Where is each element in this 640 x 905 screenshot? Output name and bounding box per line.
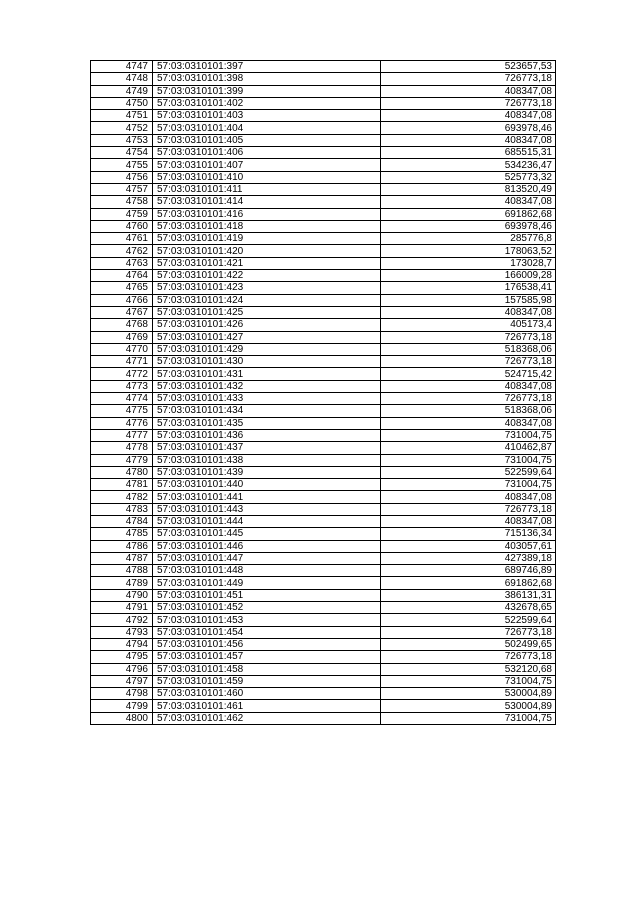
cadastral-number-cell: 57:03:0310101:425: [153, 306, 381, 318]
cadastral-number-cell: 57:03:0310101:397: [153, 61, 381, 73]
table-row: [91, 442, 556, 454]
table-row: [91, 147, 556, 159]
row-number-cell: 4770: [91, 343, 153, 355]
cadastral-value-cell: 518368,06: [381, 405, 556, 417]
cadastral-value-cell: 532120,68: [381, 663, 556, 675]
row-number-cell: 4800: [91, 712, 153, 724]
cadastral-value-cell: 405173,4: [381, 319, 556, 331]
cadastral-value-cell: 530004,89: [381, 688, 556, 700]
table-row: [91, 331, 556, 343]
row-number-cell: 4787: [91, 552, 153, 564]
row-number-cell: 4773: [91, 380, 153, 392]
cadastral-value-cell: 403057,61: [381, 540, 556, 552]
cadastral-number-cell: 57:03:0310101:448: [153, 565, 381, 577]
cadastral-number-cell: 57:03:0310101:438: [153, 454, 381, 466]
row-number-cell: 4789: [91, 577, 153, 589]
cadastral-value-cell: 731004,75: [381, 429, 556, 441]
cadastral-number-cell: 57:03:0310101:432: [153, 380, 381, 392]
row-number-cell: 4753: [91, 134, 153, 146]
cadastral-value-cell: 176538,41: [381, 282, 556, 294]
row-number-cell: 4756: [91, 171, 153, 183]
row-number-cell: 4776: [91, 417, 153, 429]
cadastral-number-cell: 57:03:0310101:430: [153, 356, 381, 368]
table-row: [91, 614, 556, 626]
cadastral-number-cell: 57:03:0310101:403: [153, 110, 381, 122]
table-row: [91, 270, 556, 282]
cadastral-number-cell: 57:03:0310101:411: [153, 183, 381, 195]
table-row: [91, 589, 556, 601]
cadastral-number-cell: 57:03:0310101:422: [153, 270, 381, 282]
table-row: [91, 491, 556, 503]
cadastral-number-cell: 57:03:0310101:454: [153, 626, 381, 638]
row-number-cell: 4754: [91, 147, 153, 159]
row-number-cell: 4768: [91, 319, 153, 331]
cadastral-value-cell: 726773,18: [381, 626, 556, 638]
table-row: [91, 577, 556, 589]
table-row: [91, 220, 556, 232]
cadastral-value-cell: 726773,18: [381, 503, 556, 515]
row-number-cell: 4763: [91, 257, 153, 269]
cadastral-number-cell: 57:03:0310101:416: [153, 208, 381, 220]
row-number-cell: 4751: [91, 110, 153, 122]
table-row: [91, 97, 556, 109]
cadastral-number-cell: 57:03:0310101:459: [153, 675, 381, 687]
table-row: [91, 712, 556, 724]
cadastral-value-cell: 408347,08: [381, 134, 556, 146]
cadastral-number-cell: 57:03:0310101:398: [153, 73, 381, 85]
cadastral-value-cell: 726773,18: [381, 356, 556, 368]
table-row: [91, 183, 556, 195]
row-number-cell: 4769: [91, 331, 153, 343]
cadastral-value-cell: 523657,53: [381, 61, 556, 73]
cadastral-value-cell: 408347,08: [381, 380, 556, 392]
cadastral-value-cell: 408347,08: [381, 85, 556, 97]
cadastral-value-cell: 726773,18: [381, 393, 556, 405]
table-row: [91, 503, 556, 515]
table-row: [91, 638, 556, 650]
cadastral-number-cell: 57:03:0310101:437: [153, 442, 381, 454]
row-number-cell: 4767: [91, 306, 153, 318]
row-number-cell: 4780: [91, 466, 153, 478]
cadastral-value-cell: 693978,46: [381, 220, 556, 232]
cadastral-value-cell: 693978,46: [381, 122, 556, 134]
cadastral-value-cell: 726773,18: [381, 331, 556, 343]
row-number-cell: 4779: [91, 454, 153, 466]
row-number-cell: 4750: [91, 97, 153, 109]
row-number-cell: 4772: [91, 368, 153, 380]
row-number-cell: 4757: [91, 183, 153, 195]
table-row: [91, 663, 556, 675]
cadastral-number-cell: 57:03:0310101:419: [153, 233, 381, 245]
cadastral-number-cell: 57:03:0310101:440: [153, 479, 381, 491]
cadastral-number-cell: 57:03:0310101:452: [153, 602, 381, 614]
cadastral-value-cell: 691862,68: [381, 577, 556, 589]
cadastral-number-cell: 57:03:0310101:399: [153, 85, 381, 97]
cadastral-number-cell: 57:03:0310101:444: [153, 515, 381, 527]
table-row: [91, 626, 556, 638]
cadastral-value-cell: 731004,75: [381, 712, 556, 724]
cadastral-number-cell: 57:03:0310101:449: [153, 577, 381, 589]
row-number-cell: 4781: [91, 479, 153, 491]
cadastral-number-cell: 57:03:0310101:426: [153, 319, 381, 331]
cadastral-value-cell: 731004,75: [381, 454, 556, 466]
row-number-cell: 4798: [91, 688, 153, 700]
cadastral-value-cell: 534236,47: [381, 159, 556, 171]
row-number-cell: 4795: [91, 651, 153, 663]
row-number-cell: 4790: [91, 589, 153, 601]
table-row: [91, 515, 556, 527]
cadastral-value-cell: 731004,75: [381, 675, 556, 687]
table-row: [91, 479, 556, 491]
row-number-cell: 4762: [91, 245, 153, 257]
table-row: [91, 110, 556, 122]
cadastral-value-cell: 166009,28: [381, 270, 556, 282]
row-number-cell: 4775: [91, 405, 153, 417]
row-number-cell: 4794: [91, 638, 153, 650]
table-row: [91, 454, 556, 466]
row-number-cell: 4764: [91, 270, 153, 282]
row-number-cell: 4799: [91, 700, 153, 712]
table-row: [91, 602, 556, 614]
table-row: [91, 368, 556, 380]
cadastral-value-cell: 685515,31: [381, 147, 556, 159]
cadastral-value-cell: 173028,7: [381, 257, 556, 269]
table-row: [91, 159, 556, 171]
cadastral-value-cell: 731004,75: [381, 479, 556, 491]
row-number-cell: 4748: [91, 73, 153, 85]
cadastral-value-cell: 726773,18: [381, 97, 556, 109]
table-row: [91, 688, 556, 700]
table-row: [91, 343, 556, 355]
table-row: [91, 675, 556, 687]
cadastral-value-cell: 525773,32: [381, 171, 556, 183]
cadastral-value-cell: 726773,18: [381, 73, 556, 85]
cadastral-value-cell: 524715,42: [381, 368, 556, 380]
cadastral-value-cell: 726773,18: [381, 651, 556, 663]
table-row: [91, 196, 556, 208]
table-row: [91, 700, 556, 712]
table-row: [91, 429, 556, 441]
cadastral-number-cell: 57:03:0310101:420: [153, 245, 381, 257]
row-number-cell: 4785: [91, 528, 153, 540]
table-row: [91, 61, 556, 73]
cadastral-number-cell: 57:03:0310101:427: [153, 331, 381, 343]
cadastral-number-cell: 57:03:0310101:406: [153, 147, 381, 159]
table-row: [91, 257, 556, 269]
table-row: [91, 85, 556, 97]
cadastral-value-cell: 522599,64: [381, 614, 556, 626]
row-number-cell: 4793: [91, 626, 153, 638]
row-number-cell: 4782: [91, 491, 153, 503]
table-row: [91, 380, 556, 392]
row-number-cell: 4783: [91, 503, 153, 515]
cadastral-number-cell: 57:03:0310101:433: [153, 393, 381, 405]
cadastral-value-cell: 502499,65: [381, 638, 556, 650]
table-row: [91, 356, 556, 368]
row-number-cell: 4791: [91, 602, 153, 614]
table-row: [91, 417, 556, 429]
cadastral-number-cell: 57:03:0310101:458: [153, 663, 381, 675]
row-number-cell: 4778: [91, 442, 153, 454]
cadastral-value-cell: 157585,98: [381, 294, 556, 306]
table-row: [91, 134, 556, 146]
table-row: [91, 294, 556, 306]
cadastral-value-table: [90, 60, 556, 725]
cadastral-number-cell: 57:03:0310101:424: [153, 294, 381, 306]
cadastral-value-cell: 715136,34: [381, 528, 556, 540]
row-number-cell: 4747: [91, 61, 153, 73]
table-row: [91, 565, 556, 577]
cadastral-number-cell: 57:03:0310101:451: [153, 589, 381, 601]
cadastral-number-cell: 57:03:0310101:447: [153, 552, 381, 564]
cadastral-number-cell: 57:03:0310101:429: [153, 343, 381, 355]
cadastral-value-cell: 427389,18: [381, 552, 556, 564]
row-number-cell: 4774: [91, 393, 153, 405]
cadastral-value-cell: 518368,06: [381, 343, 556, 355]
table-row: [91, 466, 556, 478]
row-number-cell: 4788: [91, 565, 153, 577]
cadastral-number-cell: 57:03:0310101:434: [153, 405, 381, 417]
row-number-cell: 4797: [91, 675, 153, 687]
cadastral-value-cell: 689746,89: [381, 565, 556, 577]
cadastral-number-cell: 57:03:0310101:402: [153, 97, 381, 109]
row-number-cell: 4786: [91, 540, 153, 552]
cadastral-value-cell: 408347,08: [381, 491, 556, 503]
table-row: [91, 171, 556, 183]
cadastral-number-cell: 57:03:0310101:418: [153, 220, 381, 232]
table-row: [91, 319, 556, 331]
cadastral-value-cell: 386131,31: [381, 589, 556, 601]
cadastral-number-cell: 57:03:0310101:436: [153, 429, 381, 441]
row-number-cell: 4771: [91, 356, 153, 368]
cadastral-number-cell: 57:03:0310101:460: [153, 688, 381, 700]
table-row: [91, 528, 556, 540]
cadastral-value-cell: 408347,08: [381, 196, 556, 208]
row-number-cell: 4760: [91, 220, 153, 232]
row-number-cell: 4759: [91, 208, 153, 220]
table-row: [91, 282, 556, 294]
cadastral-number-cell: 57:03:0310101:441: [153, 491, 381, 503]
cadastral-number-cell: 57:03:0310101:414: [153, 196, 381, 208]
row-number-cell: 4784: [91, 515, 153, 527]
table-row: [91, 540, 556, 552]
row-number-cell: 4749: [91, 85, 153, 97]
cadastral-number-cell: 57:03:0310101:421: [153, 257, 381, 269]
table-row: [91, 122, 556, 134]
cadastral-value-cell: 178063,52: [381, 245, 556, 257]
cadastral-number-cell: 57:03:0310101:445: [153, 528, 381, 540]
cadastral-value-cell: 522599,64: [381, 466, 556, 478]
cadastral-value-cell: 691862,68: [381, 208, 556, 220]
table-row: [91, 651, 556, 663]
cadastral-value-cell: 408347,08: [381, 306, 556, 318]
row-number-cell: 4777: [91, 429, 153, 441]
cadastral-number-cell: 57:03:0310101:407: [153, 159, 381, 171]
cadastral-number-cell: 57:03:0310101:431: [153, 368, 381, 380]
table-body: [91, 61, 556, 725]
cadastral-value-cell: 285776,8: [381, 233, 556, 245]
cadastral-number-cell: 57:03:0310101:423: [153, 282, 381, 294]
table-row: [91, 245, 556, 257]
table-row: [91, 208, 556, 220]
cadastral-number-cell: 57:03:0310101:453: [153, 614, 381, 626]
cadastral-value-cell: 530004,89: [381, 700, 556, 712]
cadastral-number-cell: 57:03:0310101:462: [153, 712, 381, 724]
table-row: [91, 306, 556, 318]
row-number-cell: 4765: [91, 282, 153, 294]
table-row: [91, 73, 556, 85]
cadastral-number-cell: 57:03:0310101:443: [153, 503, 381, 515]
table-row: [91, 233, 556, 245]
row-number-cell: 4792: [91, 614, 153, 626]
row-number-cell: 4758: [91, 196, 153, 208]
cadastral-value-cell: 408347,08: [381, 417, 556, 429]
cadastral-number-cell: 57:03:0310101:410: [153, 171, 381, 183]
cadastral-number-cell: 57:03:0310101:404: [153, 122, 381, 134]
table-row: [91, 393, 556, 405]
cadastral-value-cell: 813520,49: [381, 183, 556, 195]
row-number-cell: 4755: [91, 159, 153, 171]
row-number-cell: 4752: [91, 122, 153, 134]
cadastral-value-cell: 410462,87: [381, 442, 556, 454]
row-number-cell: 4796: [91, 663, 153, 675]
cadastral-number-cell: 57:03:0310101:405: [153, 134, 381, 146]
cadastral-number-cell: 57:03:0310101:439: [153, 466, 381, 478]
table-row: [91, 405, 556, 417]
cadastral-number-cell: 57:03:0310101:456: [153, 638, 381, 650]
cadastral-number-cell: 57:03:0310101:457: [153, 651, 381, 663]
cadastral-value-cell: 408347,08: [381, 110, 556, 122]
cadastral-number-cell: 57:03:0310101:446: [153, 540, 381, 552]
cadastral-value-cell: 408347,08: [381, 515, 556, 527]
table-row: [91, 552, 556, 564]
row-number-cell: 4766: [91, 294, 153, 306]
cadastral-value-cell: 432678,65: [381, 602, 556, 614]
cadastral-number-cell: 57:03:0310101:461: [153, 700, 381, 712]
cadastral-number-cell: 57:03:0310101:435: [153, 417, 381, 429]
row-number-cell: 4761: [91, 233, 153, 245]
